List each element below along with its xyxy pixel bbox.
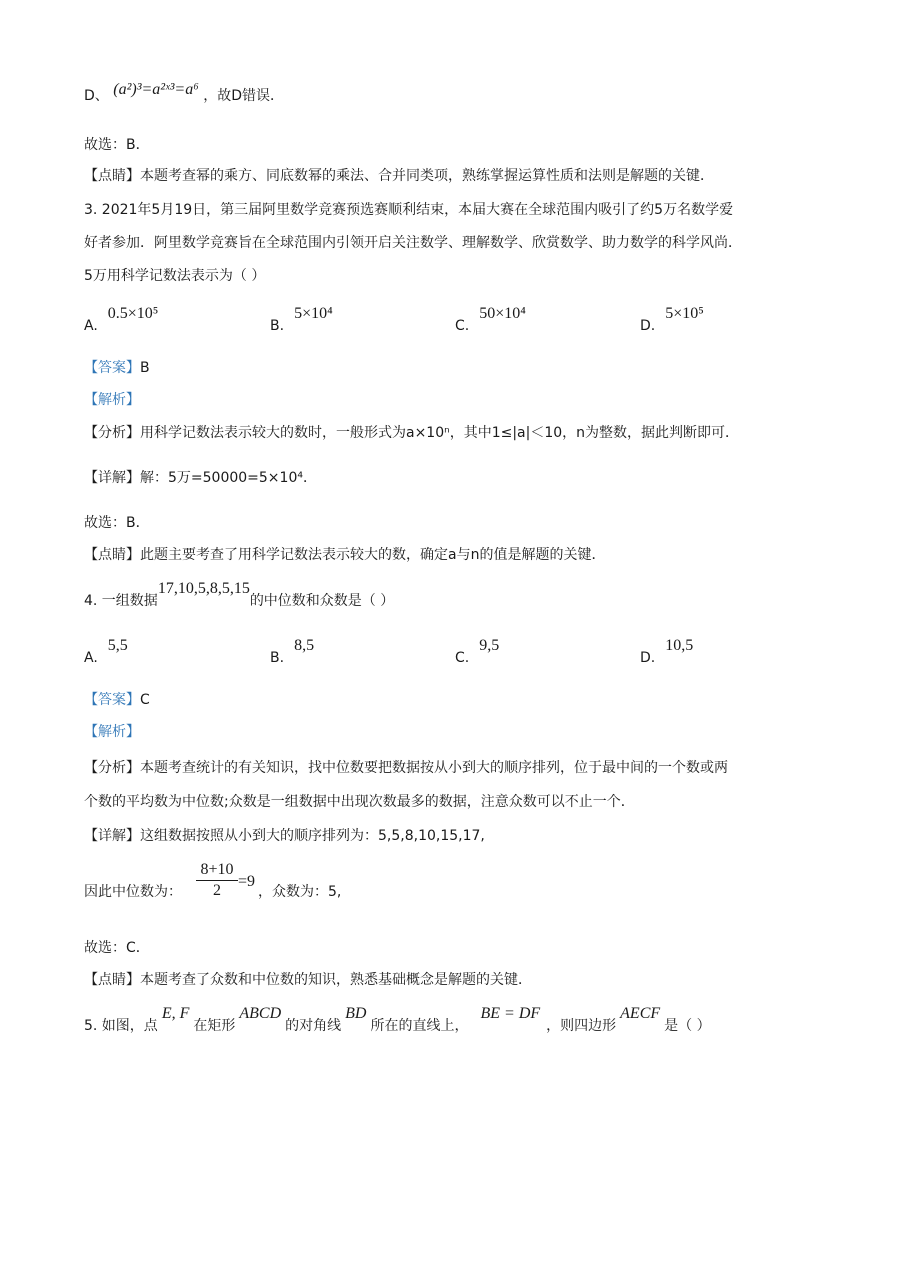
q4-option-c-value: 9,5 xyxy=(479,637,500,654)
q4-xiangjie-tag: 【详解】 xyxy=(84,828,140,844)
q3-fenxi-text: 用科学记数法表示较大的数时，一般形式为a×10ⁿ，其中1≤|a|＜10，n为整数，据此判断即可． xyxy=(140,425,740,441)
q4-fenxi-line1 xyxy=(84,758,728,778)
q3-option-d-label: D. xyxy=(640,318,656,334)
q4-median-numerator: 8+10 xyxy=(200,861,234,878)
q5-part2: 在矩形 xyxy=(193,1018,236,1034)
q5-math-aecf: AECF xyxy=(620,1005,661,1022)
q4-xiangjie-text: 这组数据按照从小到大的顺序排列为：5,5,8,10,15,17, xyxy=(140,828,485,844)
q4-xiangjie xyxy=(84,826,485,846)
q4-option-d-value: 10,5 xyxy=(665,637,694,654)
q4-median-denominator: 2 xyxy=(196,880,238,901)
q4-option-a[interactable] xyxy=(84,637,128,668)
q5-math-be-df: BE = DF xyxy=(480,1005,541,1022)
q3-fenxi xyxy=(84,423,739,443)
q4-comment-tag: 【点睛】 xyxy=(84,972,140,988)
q4-comment-text: 本题考查了众数和中位数的知识，熟悉基础概念是解题的关键． xyxy=(140,972,532,988)
q3-stem-line2: 好者参加．阿里数学竞赛旨在全球范围内引领开启关注数学、理解数学、欣赏数学、助力数学的科学风尚． xyxy=(84,235,742,251)
q3-option-c[interactable] xyxy=(455,305,526,336)
q4-median-fraction xyxy=(196,860,238,901)
q5-part4: 所在的直线上， xyxy=(370,1018,469,1034)
q2-option-d-line xyxy=(84,81,284,106)
q5-stem xyxy=(84,1005,711,1036)
q3-option-d[interactable] xyxy=(640,305,704,336)
q2-option-d-formula: (a²)³=a²ˣ³=a⁶ xyxy=(113,81,199,98)
q3-comment-text: 此题主要考查了用科学记数法表示较大的数，确定a与n的值是解题的关键． xyxy=(140,547,606,563)
q3-fenxi-tag: 【分析】 xyxy=(84,425,140,441)
q4-option-a-label: A. xyxy=(84,650,98,666)
q3-option-a-label: A. xyxy=(84,318,98,334)
q3-option-b-label: B. xyxy=(270,318,285,334)
q4-comment xyxy=(84,970,532,990)
q4-fenxi-text1: 本题考查统计的有关知识，找中位数要把数据按从小到大的顺序排列，位于最中间的一个数或两 xyxy=(140,760,728,776)
q5-part1: 5. 如图，点 xyxy=(84,1018,158,1034)
q4-option-c[interactable] xyxy=(455,637,500,668)
q3-stem-line3: 5万用科学记数法表示为（ ） xyxy=(84,268,266,284)
q2-choice: 故选：B． xyxy=(84,137,150,153)
q4-option-b-label: B. xyxy=(270,650,285,666)
q3-answer xyxy=(84,358,150,378)
q4-answer-tag: 【答案】 xyxy=(84,692,140,708)
q4-option-a-value: 5,5 xyxy=(107,637,128,654)
q4-median-result: =9 xyxy=(238,873,256,890)
q3-stem-line1: 3. 2021年5月19日，第三届阿里数学竞赛预选赛顺利结束，本届大赛在全球范围内吸引了约5万名数学爱 xyxy=(84,202,734,218)
q3-analysis-tag: 【解析】 xyxy=(84,392,140,408)
q4-option-c-label: C. xyxy=(455,650,470,666)
q4-option-d-label: D. xyxy=(640,650,656,666)
q3-option-b-value: 5×10⁴ xyxy=(294,305,333,322)
q3-xiangjie-text: 解：5万=50000=5×10⁴． xyxy=(140,470,317,486)
q3-option-b[interactable] xyxy=(270,305,333,336)
q5-math-abcd: ABCD xyxy=(239,1005,282,1022)
q4-option-d[interactable] xyxy=(640,637,694,668)
q3-xiangjie-tag: 【详解】 xyxy=(84,470,140,486)
q3-answer-tag: 【答案】 xyxy=(84,360,140,376)
q4-stem-suffix: 的中位数和众数是（ ） xyxy=(249,593,395,609)
q3-comment-tag: 【点睛】 xyxy=(84,547,140,563)
q3-option-c-value: 50×10⁴ xyxy=(479,305,526,322)
q4-choice: 故选：C． xyxy=(84,940,150,956)
q3-option-c-label: C. xyxy=(455,318,470,334)
q4-stem-prefix: 4. 一组数据 xyxy=(84,593,158,609)
q3-option-d-value: 5×10⁵ xyxy=(665,305,704,322)
q4-median-suffix: ，众数为：5, xyxy=(258,884,342,900)
q5-part3: 的对角线 xyxy=(285,1018,342,1034)
q3-xiangjie xyxy=(84,468,317,488)
q3-option-a[interactable] xyxy=(84,305,159,336)
q3-choice: 故选：B． xyxy=(84,515,150,531)
q4-median-prefix: 因此中位数为： xyxy=(84,884,182,900)
q4-answer xyxy=(84,690,150,710)
q2-option-d-suffix: ，故D错误． xyxy=(203,88,284,104)
q2-comment-text: 本题考查幂的乘方、同底数幂的乘法、合并同类项，熟练掌握运算性质和法则是解题的关键． xyxy=(140,168,714,184)
q4-analysis-tag: 【解析】 xyxy=(84,724,140,740)
q2-comment-tag: 【点睛】 xyxy=(84,168,140,184)
q3-option-a-value: 0.5×10⁵ xyxy=(107,305,159,322)
q2-option-d-label: D、 xyxy=(84,88,109,104)
q5-math-bd: BD xyxy=(345,1005,367,1022)
q4-fenxi-line2: 个数的平均数为中位数;众数是一组数据中出现次数最多的数据，注意众数可以不止一个． xyxy=(84,794,635,810)
q4-answer-value: C xyxy=(140,692,150,708)
q3-answer-value: B xyxy=(140,360,150,376)
q5-part6: 是（ ） xyxy=(664,1018,711,1034)
q4-option-b[interactable] xyxy=(270,637,315,668)
q4-option-b-value: 8,5 xyxy=(294,637,315,654)
q5-math-ef: E, F xyxy=(161,1005,190,1022)
q4-stem xyxy=(84,580,395,611)
q4-fenxi-tag: 【分析】 xyxy=(84,760,140,776)
q3-comment xyxy=(84,545,605,565)
q4-stem-data: 17,10,5,8,5,15 xyxy=(157,580,250,597)
q2-comment xyxy=(84,166,714,186)
q5-part5: ，则四边形 xyxy=(546,1018,617,1034)
